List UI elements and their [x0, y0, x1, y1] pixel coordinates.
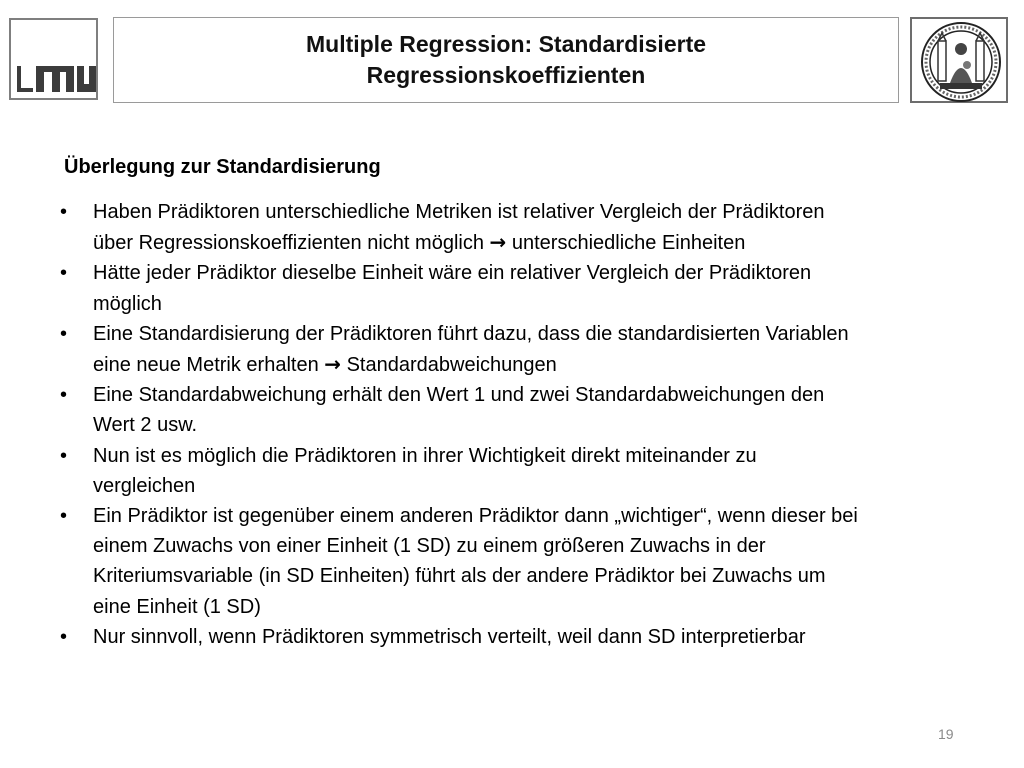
arrow-right-icon: →	[324, 352, 342, 377]
bullet-dot: •	[60, 322, 68, 345]
bullet-dot: •	[60, 384, 68, 407]
bullet-text: Eine Standardisierung der Prädiktoren führt dazu, dass die standardisierten Variablen	[93, 322, 849, 345]
list-item	[56, 380, 1006, 440]
title-line-1: Multiple Regression: Standardisierte	[305, 31, 707, 57]
page-number: 19	[938, 726, 954, 742]
bullet-text: Kriteriumsvariable (in SD Einheiten) führt als der andere Prädiktor bei Zuwachs um	[93, 565, 826, 588]
university-seal	[910, 17, 1008, 103]
bullet-dot: •	[60, 625, 68, 648]
list-item	[56, 319, 1006, 380]
list-item	[56, 197, 1006, 258]
bullet-text: möglich	[93, 292, 162, 315]
bullet-text: Ein Prädiktor ist gegenüber einem anderen Prädiktor dann „wichtiger“, wenn dieser bei	[93, 505, 858, 528]
bullet-list	[56, 197, 1006, 652]
bullet-text: Eine Standardabweichung erhält den Wert 1 und zwei Standardabweichungen den	[93, 384, 825, 407]
bullet-dot: •	[60, 505, 68, 528]
list-item	[56, 258, 1006, 318]
list-item	[56, 501, 1006, 622]
bullet-text: Nur sinnvoll, wenn Prädiktoren symmetrisch verteilt, weil dann SD interpretierbar	[93, 625, 806, 648]
bullet-text: vergleichen	[93, 474, 196, 497]
bullet-text: einem Zuwachs von einer Einheit (1 SD) zu einem größeren Zuwachs in der	[93, 535, 766, 558]
bullet-text: Standardabweichungen	[346, 354, 557, 377]
bullet-text: Hätte jeder Prädiktor dieselbe Einheit wäre ein relativer Vergleich der Prädiktoren	[93, 262, 812, 285]
bullet-text: unterschiedliche Einheiten	[511, 232, 746, 255]
bullet-text: eine Einheit (1 SD)	[93, 595, 261, 618]
bullet-dot: •	[60, 262, 68, 285]
bullet-text: Haben Prädiktoren unterschiedliche Metriken ist relativer Vergleich der Prädiktoren	[93, 201, 825, 223]
arrow-right-icon: →	[489, 230, 507, 255]
bullet-text: Wert 2 usw.	[93, 414, 198, 437]
list-item	[56, 622, 1006, 652]
bullet-dot: •	[60, 444, 68, 467]
bullet-text: eine neue Metrik erhalten	[93, 354, 319, 377]
lmu-logo	[9, 18, 98, 100]
section-heading: Überlegung zur Standardisierung	[64, 156, 381, 178]
lmu-logo-icon	[11, 20, 100, 102]
bullet-dot: •	[60, 201, 68, 223]
list-item	[56, 441, 1006, 501]
slide-title	[113, 17, 899, 103]
title-line-2: Regressionskoeffizienten	[366, 62, 646, 88]
bullet-text: Nun ist es möglich die Prädiktoren in ihrer Wichtigkeit direkt miteinander zu	[93, 444, 757, 467]
university-seal-icon	[912, 19, 1010, 105]
bullet-text: über Regressionskoeffizienten nicht möglich	[93, 232, 484, 255]
